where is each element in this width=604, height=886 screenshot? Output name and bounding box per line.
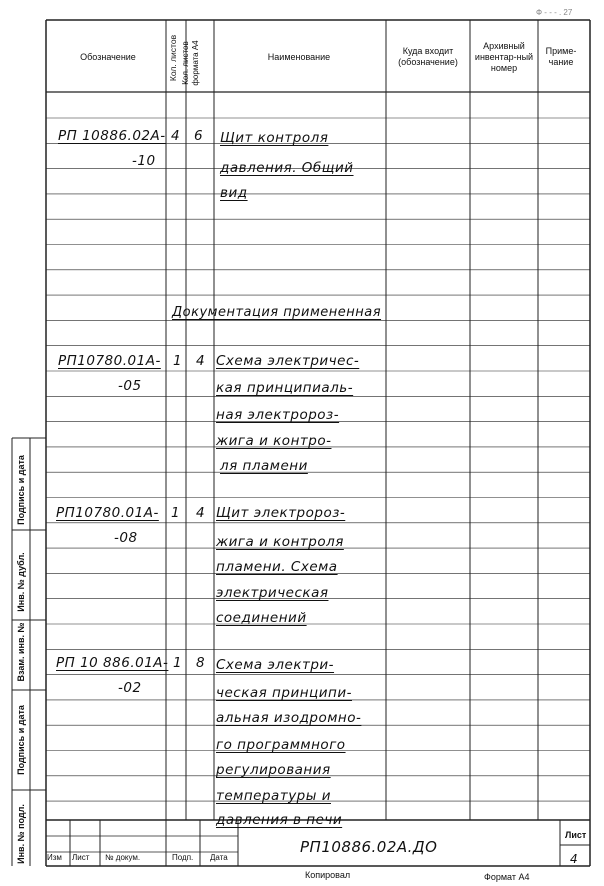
entry4-name-line3: альная изодромно- <box>216 710 362 726</box>
side-label-signature-date-2: Подпись и дата <box>16 705 26 775</box>
header-where-used: Куда входит (обозначение) <box>398 46 458 67</box>
entry1-designation-line1: РП 10886.02А- <box>58 128 166 144</box>
corner-mark: Ф - - - . 27 <box>536 8 573 17</box>
entry4-sheets: 1 <box>173 655 183 671</box>
entry2-name-line1: Схема электричес- <box>216 353 360 369</box>
section-title: Документация примененная <box>172 305 382 320</box>
entry1-designation-line2: -10 <box>132 153 156 169</box>
title-doc-no: № докум. <box>105 853 141 862</box>
entry2-name-line2: кая принципиаль- <box>216 380 354 396</box>
entry4-name-line4: го программного <box>216 737 346 753</box>
title-signature: Подп. <box>172 853 194 862</box>
entry4-name-line6: температуры и <box>216 788 331 804</box>
entry1-name-line2: давления. Общий <box>220 160 354 176</box>
entry1-format: 6 <box>194 128 204 144</box>
side-label-original-inv: Инв. № подл. <box>16 804 26 864</box>
footer-copied: Копировал <box>305 870 351 880</box>
sheet-number: 4 <box>570 852 579 866</box>
entry2-format: 4 <box>196 353 206 369</box>
entry4-format: 8 <box>196 655 206 671</box>
entry3-format: 4 <box>196 505 206 521</box>
title-izm: Изм <box>47 853 62 862</box>
title-list: Лист <box>72 853 90 862</box>
entry3-name-line1: Щит электророз- <box>216 505 346 521</box>
entry4-designation-line1: РП 10 886.01А- <box>56 655 169 671</box>
entry1-sheets: 4 <box>171 128 181 144</box>
header-archive-number: Архивный инвентар-ный номер <box>474 40 534 73</box>
side-label-duplicate-inv: Инв. № дубл. <box>16 552 26 612</box>
entry2-name-line4: жига и контро- <box>216 433 332 449</box>
entry4-name-line2: ческая принципи- <box>216 685 352 701</box>
entry4-name-line1: Схема электри- <box>216 657 335 673</box>
header-note: Приме-чание <box>545 46 577 67</box>
entry2-sheets: 1 <box>173 353 183 369</box>
header-designation: Обозначение <box>80 51 136 62</box>
entry2-name-line3: ная электророз- <box>216 407 340 423</box>
side-label-signature-date-1: Подпись и дата <box>16 455 26 525</box>
entry2-name-line5: ля пламени <box>220 458 308 474</box>
entry3-name-line5: соединений <box>216 610 307 626</box>
footer-format: Формат А4 <box>484 872 530 882</box>
sheet-label: Лист <box>565 830 587 840</box>
entry3-name-line3: пламени. Схема <box>216 559 338 575</box>
title-date: Дата <box>210 853 228 862</box>
entry1-name-line3: вид <box>220 185 248 201</box>
entry2-designation-line2: -05 <box>118 378 142 394</box>
entry3-designation-line2: -08 <box>114 530 138 546</box>
entry3-name-line2: жига и контроля <box>216 534 344 550</box>
header-format-sheets: Кол. листов формата А4 <box>181 40 200 86</box>
document-code: РП10886.02А.ДО <box>300 838 438 856</box>
side-label-replace-inv: Взам. инв. № <box>16 622 26 682</box>
entry3-name-line4: электрическая <box>216 585 329 601</box>
entry1-name-line1: Щит контроля <box>220 130 329 146</box>
entry4-designation-line2: -02 <box>118 680 142 696</box>
entry3-sheets: 1 <box>171 505 181 521</box>
header-name: Наименование <box>267 51 331 62</box>
entry4-name-line5: регулирования <box>216 762 331 778</box>
entry4-name-line7: давления в печи <box>216 812 343 828</box>
entry3-designation-line1: РП10780.01А- <box>56 505 159 521</box>
entry2-designation-line1: РП10780.01А- <box>58 353 161 369</box>
header-sheets-count: Кол. листов <box>168 34 178 82</box>
